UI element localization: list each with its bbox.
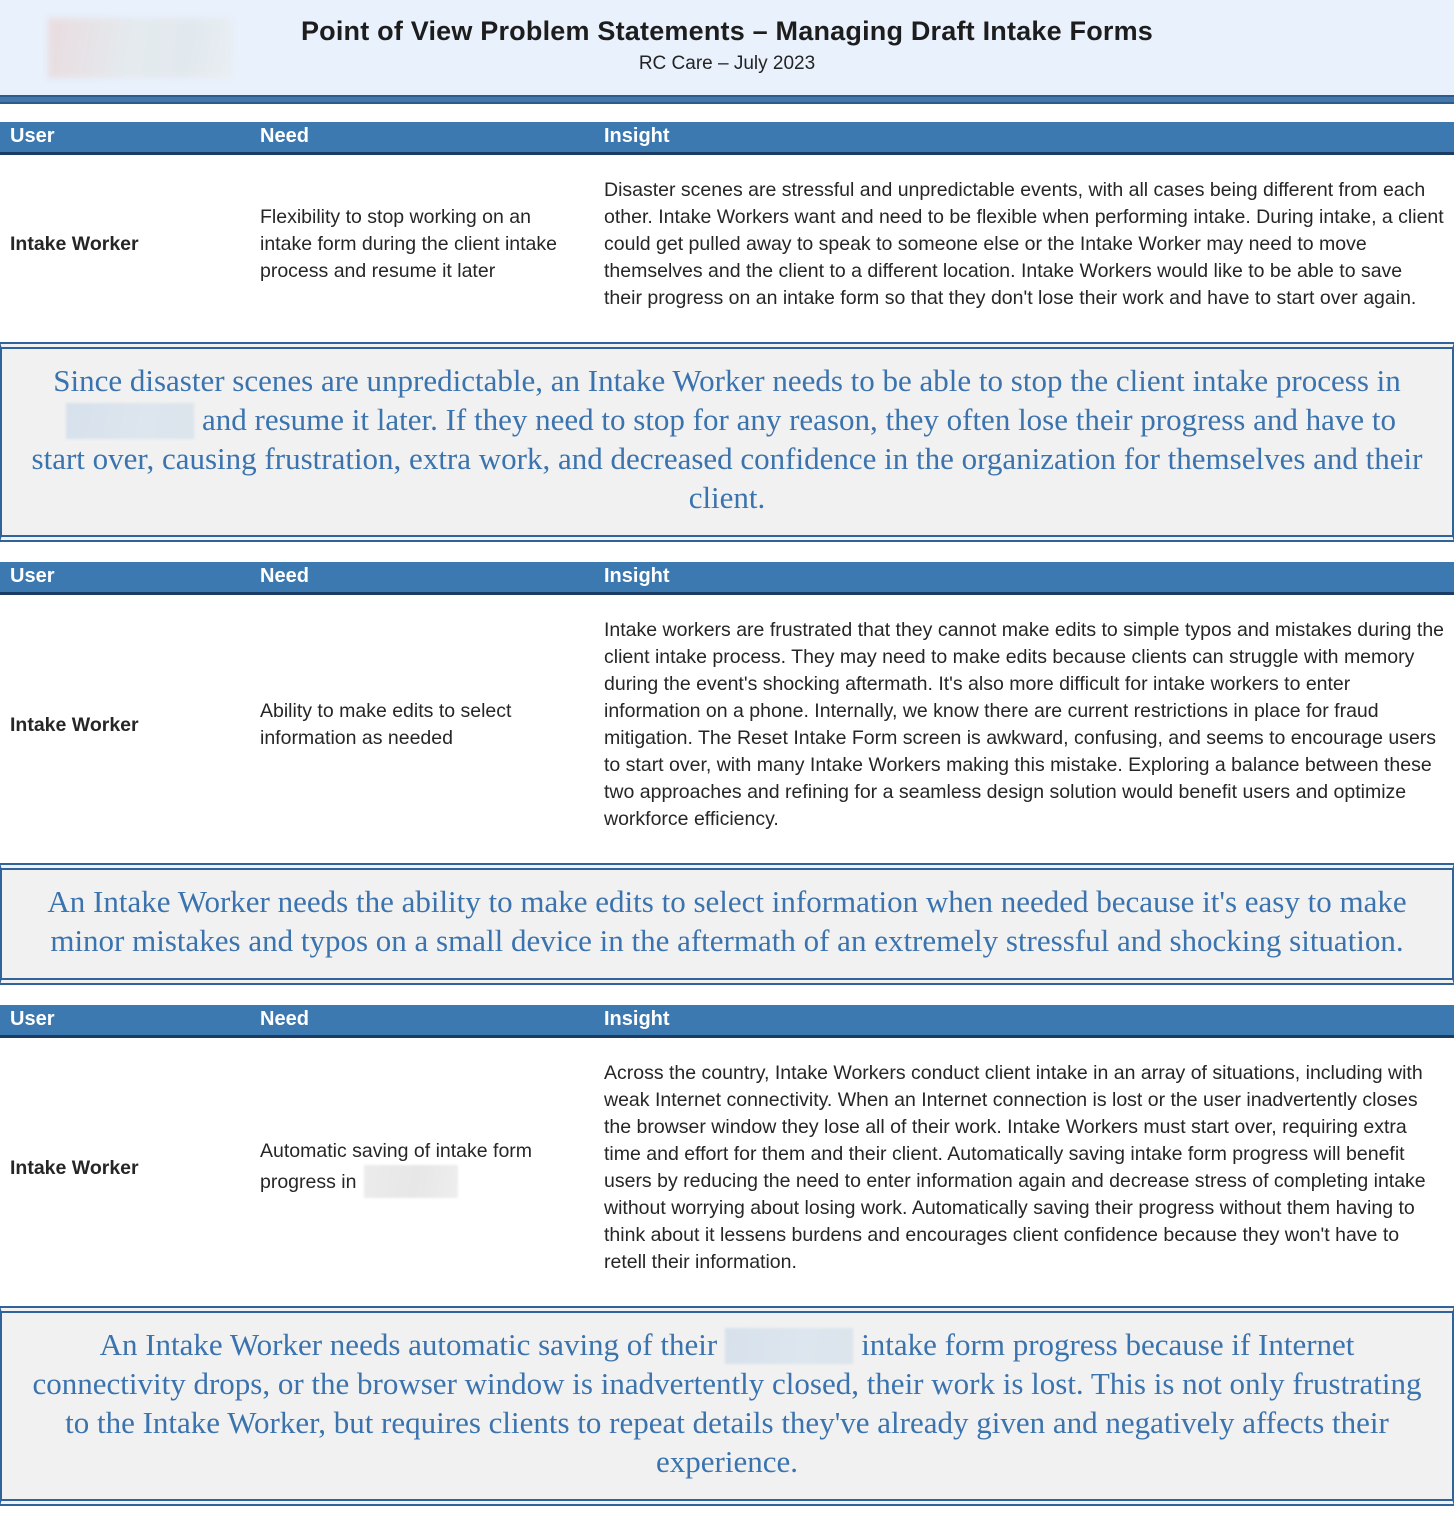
statement-text: intake form progress because if Internet connectivity drops, or the browser window is inadvertently closed, their work is lost. This is not only frustrating to the Intake Worker, but requires clients to repeat details they've already given and negatively affects their experience.	[32, 1327, 1422, 1479]
column-header-need: Need	[250, 562, 594, 594]
table-2-header-row	[0, 562, 1454, 594]
table-row	[0, 1037, 1454, 1299]
table-row	[0, 594, 1454, 856]
user-cell: Intake Worker	[10, 1156, 139, 1179]
need-cell	[250, 1037, 594, 1299]
column-header-user: User	[0, 562, 250, 594]
column-header-user: User	[0, 122, 250, 154]
need-text: Automatic saving of intake form progress in	[260, 1140, 533, 1193]
column-header-insight: Insight	[594, 1005, 1454, 1037]
redacted-logo	[48, 18, 232, 78]
redacted-text-box	[66, 403, 194, 439]
header-divider	[0, 95, 1454, 104]
page-subtitle: RC Care – July 2023	[638, 53, 816, 74]
page-title: Point of View Problem Statements – Managing Draft Intake Forms	[300, 16, 1154, 46]
need-cell: Ability to make edits to select information as needed	[260, 700, 512, 749]
table-3-header-row	[0, 1005, 1454, 1037]
problem-statement-1	[0, 342, 1454, 542]
need-cell: Flexibility to stop working on an intake form during the client intake process and resume it later	[260, 206, 557, 282]
pov-table-1	[0, 122, 1454, 334]
column-header-user: User	[0, 1005, 250, 1037]
pov-table-2	[0, 562, 1454, 855]
table-1-header-row	[0, 122, 1454, 154]
statement-text: An Intake Worker needs the ability to make edits to select information when needed because it's easy to make minor mistakes and typos on a small device in the aftermath of an extremely stressful and shocking situation.	[47, 884, 1407, 958]
insight-cell: Across the country, Intake Workers conduct client intake in an array of situations, including with weak Internet connectivity. When an Internet connection is lost or the user inadvertently closes the browser window they lose all of their work. Intake Workers must start over, requiring extra time and effort for them and their client. Automatically saving intake form progress will benefit users by reducing the need to enter information again and decrease stress of completing intake without worrying about losing work. Automatically saving their progress without them having to think about it lessens burdens and encourages client confidence because they won't have to retell their information.	[604, 1062, 1426, 1273]
insight-cell: Disaster scenes are stressful and unpredictable events, with all cases being different from each other. Intake Workers want and need to be flexible when performing intake. During intake, a client could get pulled away to speak to someone else or the Intake Worker may need to move themselves and the client to a different location. Intake Workers would like to be able to save their progress on an intake form so that they don't lose their work and have to start over again.	[604, 179, 1444, 309]
statement-text: Since disaster scenes are unpredictable, an Intake Worker needs to be able to stop the client intake process in	[53, 363, 1401, 398]
column-header-insight: Insight	[594, 122, 1454, 154]
pov-table-3	[0, 1005, 1454, 1298]
statement-text: An Intake Worker needs automatic saving of their	[99, 1327, 718, 1362]
page-header	[0, 0, 1454, 95]
redacted-text-box	[364, 1165, 458, 1198]
redacted-text-box	[725, 1328, 853, 1364]
insight-cell: Intake workers are frustrated that they cannot make edits to simple typos and mistakes during the client intake process. They may need to make edits because clients can struggle with memory during the event's shocking aftermath. It's also more difficult for intake workers to enter information on a phone. Internally, we know there are current restrictions in place for fraud mitigation. The Reset Intake Form screen is awkward, confusing, and seems to encourage users to start over, with many Intake Workers making this mistake. Exploring a balance between these two approaches and refining for a seamless design solution would benefit users and optimize workforce efficiency.	[604, 619, 1445, 830]
problem-statement-2	[0, 863, 1454, 985]
column-header-need: Need	[250, 1005, 594, 1037]
problem-statement-3	[0, 1306, 1454, 1506]
column-header-need: Need	[250, 122, 594, 154]
statement-text: and resume it later. If they need to stop for any reason, they often lose their progress and have to start over, causing frustration, extra work, and decreased confidence in the organization for themselves and their client.	[31, 402, 1423, 515]
user-cell: Intake Worker	[10, 233, 139, 255]
table-row	[0, 154, 1454, 335]
column-header-insight: Insight	[594, 562, 1454, 594]
user-cell: Intake Worker	[10, 713, 139, 736]
